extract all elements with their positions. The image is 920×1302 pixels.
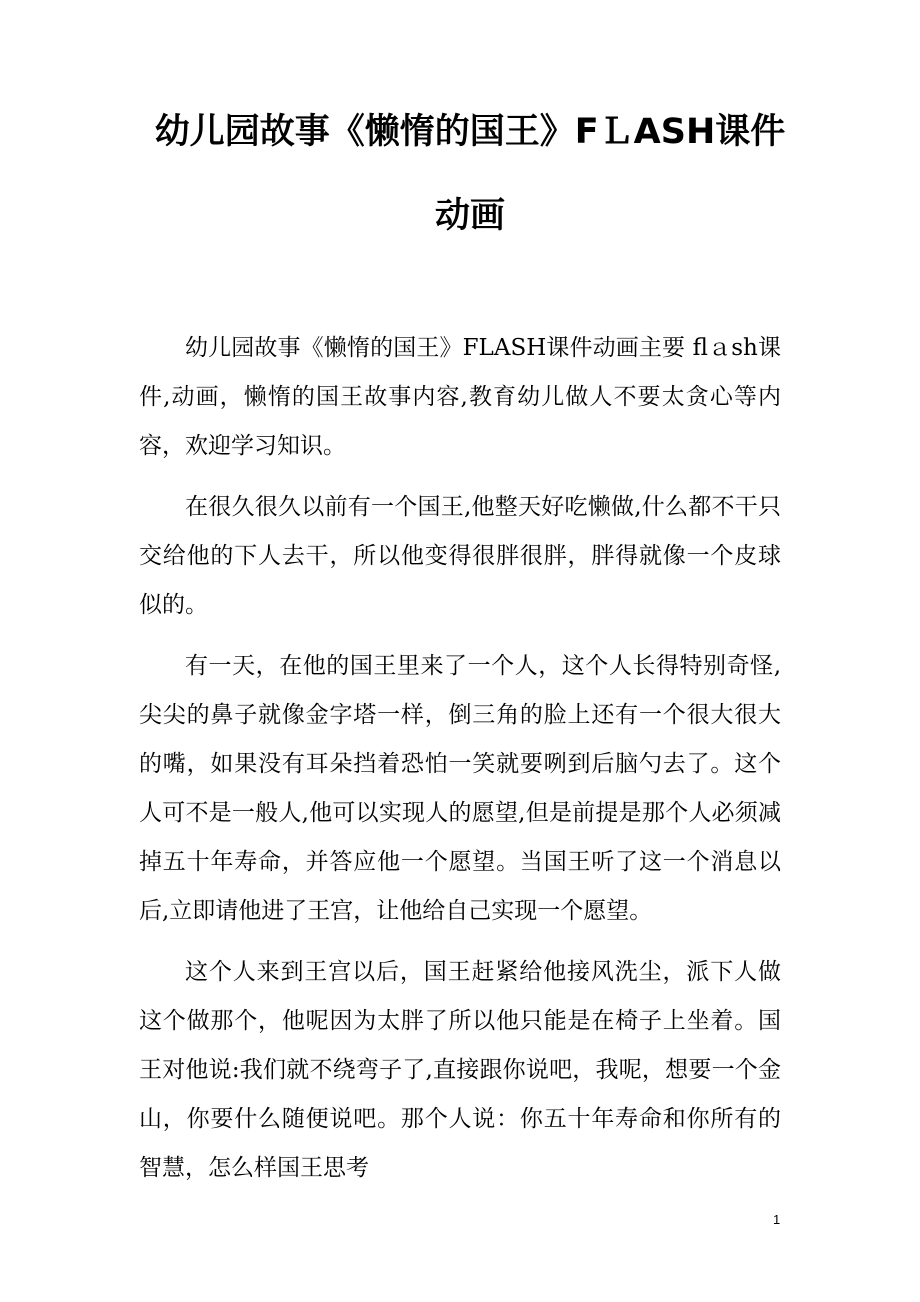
paragraph-story-2: 有一天，在他的国王里来了一个人，这个人长得特别奇怪,尖尖的鼻子就像金字塔一样，倒三角的脸上还有一个很大很大的嘴，如果没有耳朵挡着恐怕一笑就要咧到后脑勺去了。这个人可不是一般人,他可以实现人的愿望,但是前提是那个人必须减掉五十年寿命，并答应他一个愿望。当国王听了这一个消息以后,立即请他进了王宫，让他给自己实现一个愿望。: [139, 653, 781, 924]
paragraph-intro: 幼儿园故事《懒惰的国王》FLASH课件动画主要 flａsh课件,动画，懒惰的国王故事内容,教育幼儿做人不要太贪心等内容，欢迎学习知识。: [139, 335, 781, 459]
document-body: [139, 324, 781, 1205]
paragraph-story-3: 这个人来到王宫以后，国王赶紧给他接风洗尘，派下人做这个做那个，他呢因为太胖了所以他只能是在椅子上坐着。国王对他说:我们就不绕弯子了,直接跟你说吧，我呢，想要一个金山，你要什么随便说吧。那个人说：你五十年寿命和你所有的智慧，怎么样国王思考: [139, 959, 781, 1181]
document-title-line-1: 幼儿园故事《懒惰的国王》FＬASH课件: [154, 112, 786, 152]
page-number: 1: [773, 1212, 781, 1227]
document-title-line-2: 动画: [434, 196, 505, 236]
paragraph-story-1: 在很久很久以前有一个国王,他整天好吃懒做,什么都不干只交给他的下人去干，所以他变得很胖很胖，胖得就像一个皮球似的。: [139, 494, 781, 618]
